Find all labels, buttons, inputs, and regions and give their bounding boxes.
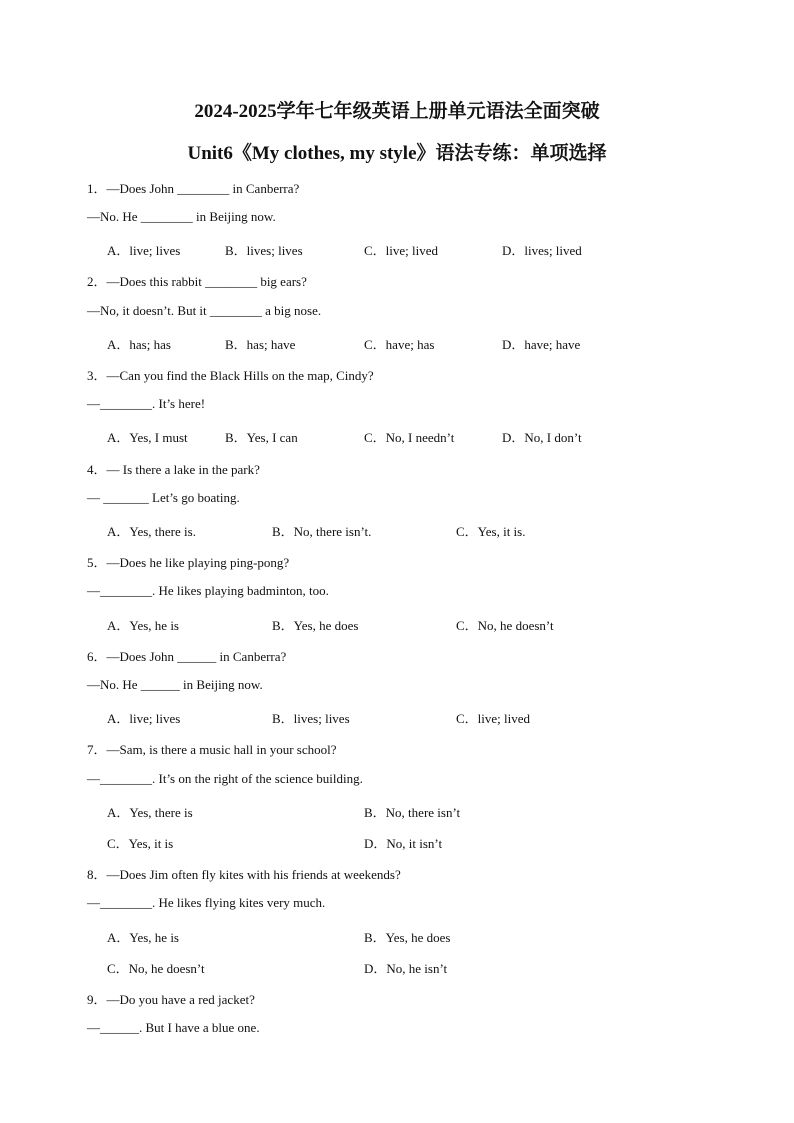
q2-option-d: D．have; have <box>502 337 581 352</box>
question-3: 3．—Can you find the Black Hills on the map, Cindy? <box>87 368 374 383</box>
q8-option-b: B．Yes, he does <box>364 930 451 945</box>
q6-option-c: C．live; lived <box>456 711 531 726</box>
q3-option-d: D．No, I don’t <box>502 430 582 445</box>
q1-option-a: A．live; lives <box>107 243 181 258</box>
question-4: 4．— Is there a lake in the park? <box>87 462 260 477</box>
q5-option-a: A．Yes, he is <box>107 618 179 633</box>
q1-option-d: D．lives; lived <box>502 243 582 258</box>
q7-option-b: B．No, there isn’t <box>364 805 461 820</box>
q5-option-b: B．Yes, he does <box>272 618 359 633</box>
answer-line-1: —No. He ________ in Beijing now. <box>87 209 276 224</box>
q7-option-c: C．Yes, it is <box>107 836 174 851</box>
q2-option-b: B．has; have <box>225 337 296 352</box>
answer-line-9: —______. But I have a blue one. <box>87 1020 260 1035</box>
q8-option-a: A．Yes, he is <box>107 930 179 945</box>
answer-line-8: —________. He likes flying kites very much. <box>87 895 326 910</box>
q7-option-d: D．No, it isn’t <box>364 836 443 851</box>
question-2: 2．—Does this rabbit ________ big ears? <box>87 274 307 289</box>
page-subtitle: Unit6《My clothes, my style》语法专练：单项选择 <box>187 143 607 164</box>
q8-option-d: D．No, he isn’t <box>364 961 448 976</box>
question-5: 5．—Does he like playing ping-pong? <box>87 555 290 570</box>
q8-option-c: C．No, he doesn’t <box>107 961 205 976</box>
q1-option-b: B．lives; lives <box>225 243 303 258</box>
q3-option-a: A．Yes, I must <box>107 430 188 445</box>
q5-option-c: C．No, he doesn’t <box>456 618 554 633</box>
q3-option-c: C．No, I needn’t <box>364 430 455 445</box>
q2-option-a: A．has; has <box>107 337 171 352</box>
question-7: 7．—Sam, is there a music hall in your school? <box>87 742 337 757</box>
answer-line-2: —No, it doesn’t. But it ________ a big nose. <box>87 303 322 318</box>
q6-option-b: B．lives; lives <box>272 711 350 726</box>
q2-option-c: C．have; has <box>364 337 435 352</box>
answer-line-5: —________. He likes playing badminton, too. <box>87 583 329 598</box>
answer-line-3: —________. It’s here! <box>87 396 206 411</box>
answer-line-6: —No. He ______ in Beijing now. <box>87 677 263 692</box>
question-1: 1．—Does John ________ in Canberra? <box>87 181 300 196</box>
question-9: 9．—Do you have a red jacket? <box>87 992 255 1007</box>
q4-option-c: C．Yes, it is. <box>456 524 526 539</box>
q4-option-a: A．Yes, there is. <box>107 524 196 539</box>
answer-line-7: —________. It’s on the right of the science building. <box>87 771 363 786</box>
q6-option-a: A．live; lives <box>107 711 181 726</box>
q4-option-b: B．No, there isn’t. <box>272 524 372 539</box>
q3-option-b: B．Yes, I can <box>225 430 298 445</box>
q1-option-c: C．live; lived <box>364 243 439 258</box>
question-8: 8．—Does Jim often fly kites with his friends at weekends? <box>87 867 401 882</box>
q7-option-a: A．Yes, there is <box>107 805 193 820</box>
page-title: 2024-2025学年七年级英语上册单元语法全面突破 <box>194 101 600 122</box>
question-6: 6．—Does John ______ in Canberra? <box>87 649 287 664</box>
answer-line-4: — _______ Let’s go boating. <box>87 490 240 505</box>
